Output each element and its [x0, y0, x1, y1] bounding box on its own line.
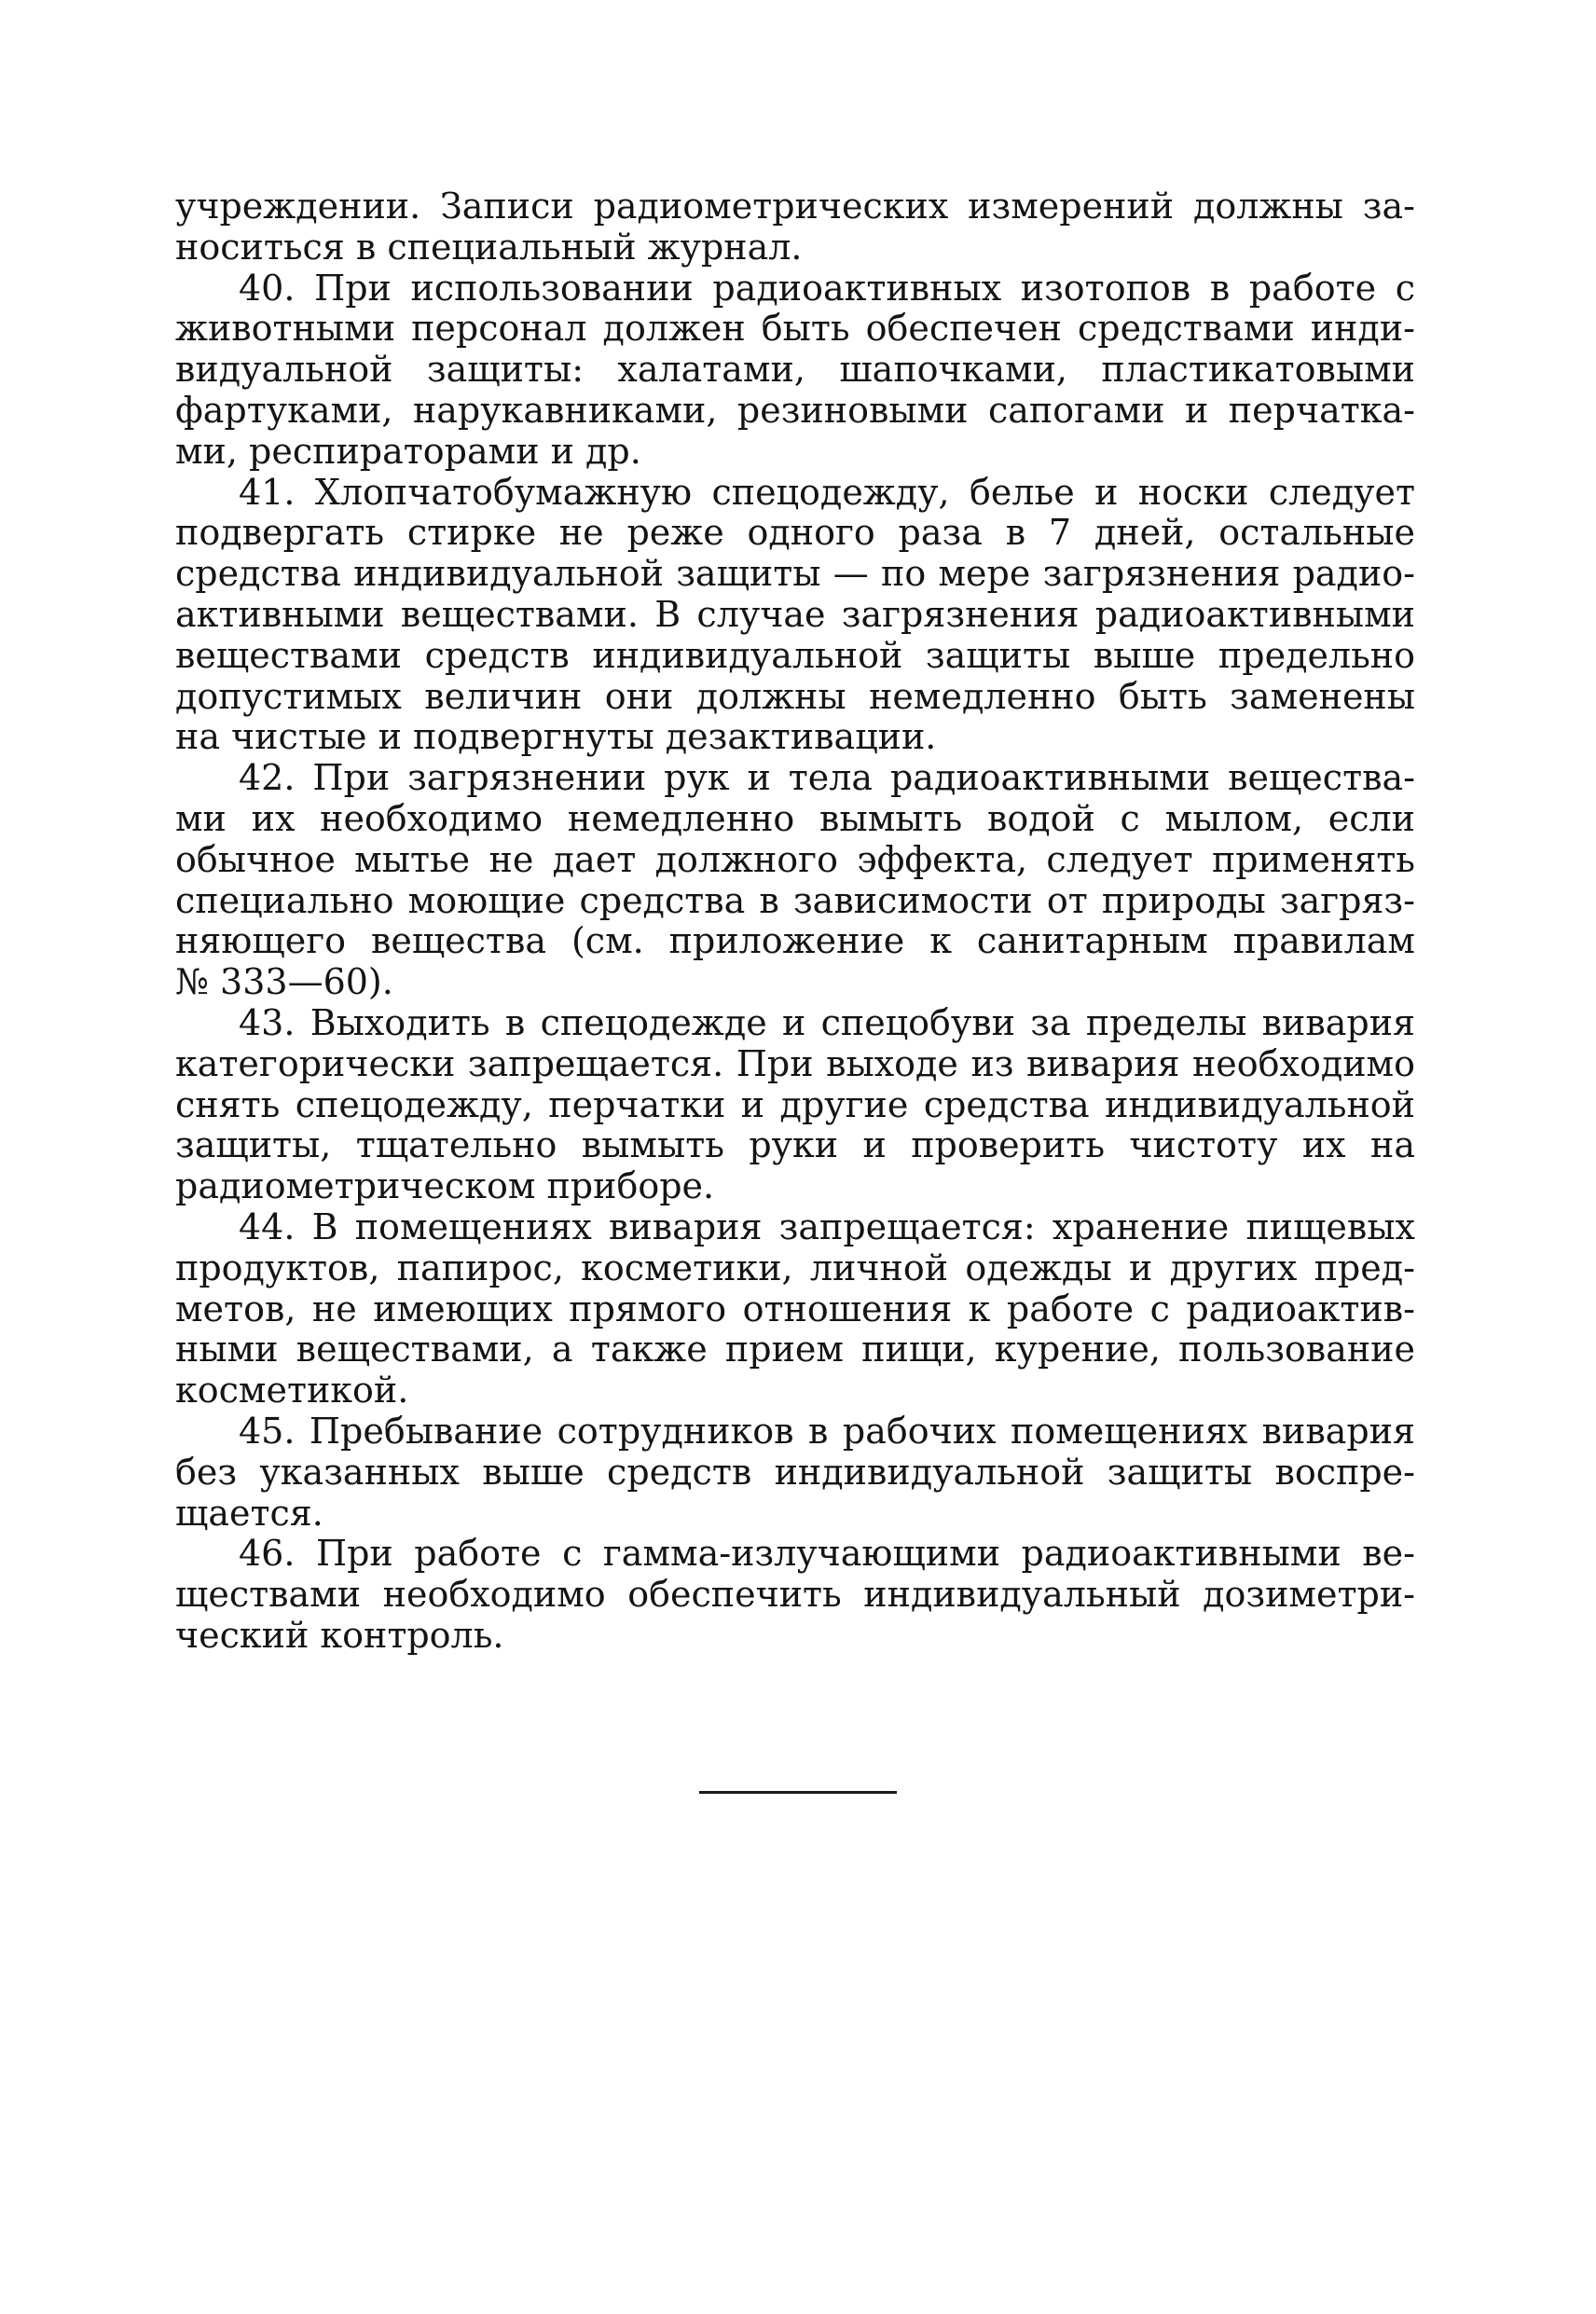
text-line: фартуками, нарукавниками, резиновыми сапогами и перчатка-	[175, 389, 1415, 431]
text-line: обычное мытье не дает должного эффекта, следует применять	[175, 838, 1415, 880]
text-line: видуальной защиты: халатами, шапочками, пластикатовыми	[175, 349, 1415, 391]
text-line: няющего вещества (см. приложение к санитарным правилам	[175, 920, 1415, 962]
text-line: защиты, тщательно вымыть руки и проверить чистоту их на	[175, 1124, 1415, 1166]
text-line: носиться в специальный журнал.	[175, 226, 803, 268]
text-line: допустимых величин они должны немедленно быть заменены	[175, 675, 1415, 717]
text-line: продуктов, папирос, косметики, личной одежды и других пред-	[175, 1247, 1415, 1288]
document-page	[175, 186, 1415, 1657]
text-line: 42. При загрязнении рук и тела радиоактивными вещества-	[239, 757, 1415, 799]
text-line: без указанных выше средств индивидуальной защиты воспре-	[175, 1451, 1415, 1493]
text-line: радиометрическом приборе.	[175, 1165, 715, 1207]
text-line: снять спецодежду, перчатки и другие средства индивидуальной	[175, 1083, 1415, 1125]
text-line: 46. При работе с гамма-излучающими радиоактивными ве-	[239, 1533, 1415, 1575]
text-line: 41. Хлопчатобумажную спецодежду, белье и носки следует	[239, 471, 1415, 513]
text-line: 45. Пребывание сотрудников в рабочих помещениях вивария	[239, 1410, 1415, 1452]
text-line: ными веществами, а также прием пищи, курение, пользование	[175, 1329, 1415, 1370]
closing-rule	[699, 1791, 897, 1794]
text-line: щается.	[175, 1492, 323, 1534]
text-line: животными персонал должен быть обеспечен средствами инди-	[175, 308, 1415, 350]
text-line: ществами необходимо обеспечить индивидуальный дозиметри-	[175, 1574, 1415, 1616]
text-line: ческий контроль.	[175, 1614, 504, 1656]
text-line: метов, не имеющих прямого отношения к работе с радиоактив-	[175, 1288, 1415, 1329]
text-line: 43. Выходить в спецодежде и спецобуви за пределы вивария	[239, 1001, 1415, 1043]
text-line: средства индивидуальной защиты — по мере загрязнения радио-	[175, 553, 1415, 595]
text-line: активными веществами. В случае загрязнения радиоактивными	[175, 593, 1415, 635]
text-line: 40. При использовании радиоактивных изотопов в работе с	[239, 267, 1415, 309]
text-line: специально моющие средства в зависимости от природы загряз-	[175, 879, 1415, 921]
text-line: ми их необходимо немедленно вымыть водой с мылом, если	[175, 797, 1415, 839]
text-line: косметикой.	[175, 1370, 409, 1412]
text-line: учреждении. Записи радиометрических измерений должны за-	[175, 186, 1415, 227]
text-line: № 333—60).	[175, 961, 393, 1003]
text-line: подвергать стирке не реже одного раза в 7 дней, остальные	[175, 512, 1415, 554]
text-line: на чистые и подвергнуты дезактивации.	[175, 716, 937, 758]
text-line: ми, респираторами и др.	[175, 430, 641, 472]
text-line: 44. В помещениях вивария запрещается: хранение пищевых	[239, 1205, 1415, 1247]
text-line: категорически запрещается. При выходе из вивария необходимо	[175, 1042, 1415, 1084]
text-line: веществами средств индивидуальной защиты выше предельно	[175, 634, 1415, 676]
